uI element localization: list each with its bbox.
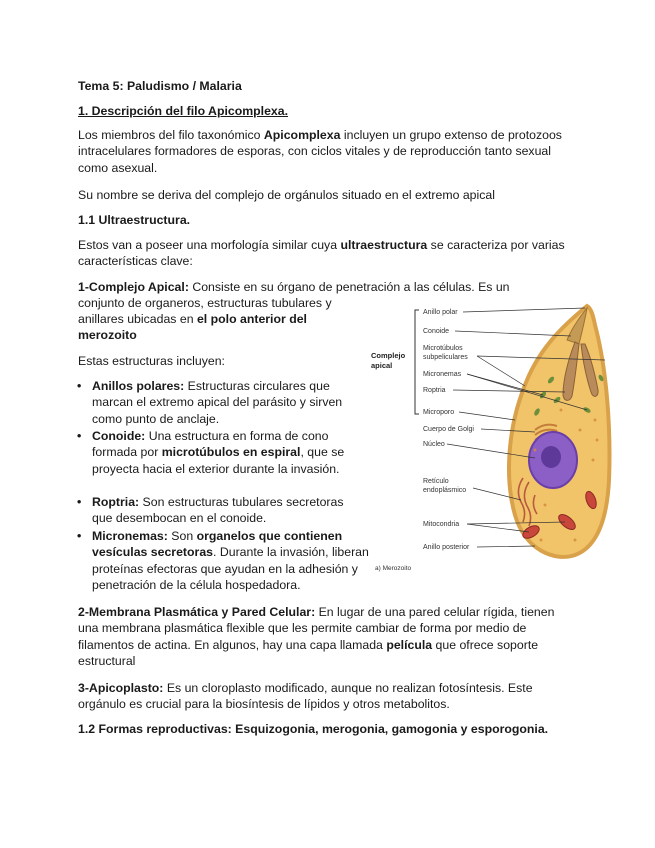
- complejo-apical-bracket: [415, 310, 419, 414]
- label-endoplasmico: endoplásmico: [423, 487, 467, 494]
- document-title: Tema 5: Paludismo / Malaria: [78, 79, 242, 93]
- bullet-dot: •: [77, 429, 82, 443]
- section-1-paragraph-2: Su nombre se deriva del complejo de orgánulos situado en el extremo apical: [78, 188, 495, 202]
- bullet-conoide: • Conoide: Una estructura en forma de cono formada por microtúbulos en espiral, que se proyecta hacia el exterior durante la invasión.: [77, 429, 345, 476]
- section-1-2-heading: 1.2 Formas reproductivas: Esquizogonia, merogonia, gamogonia y esporogonia.: [78, 722, 549, 736]
- label-cuerpo-golgi: Cuerpo de Golgi: [423, 426, 474, 433]
- section-1-1-heading: 1.1 Ultraestructura.: [78, 213, 191, 227]
- label-micronemas: Micronemas: [423, 371, 462, 378]
- label-reticulo: Retículo: [423, 478, 449, 485]
- label-mitocondria: Mitocondria: [423, 521, 460, 528]
- label-subpeliculares: subpeliculares: [423, 354, 468, 361]
- nucleolus: [541, 446, 561, 468]
- bullet-dot: •: [77, 495, 82, 509]
- complejo-apical-line-1: 1-Complejo Apical: Consiste en su órgano de penetración a las células. Es un: [78, 280, 510, 294]
- figure-label-apical: apical: [371, 361, 393, 370]
- bullet-dot: •: [77, 529, 82, 543]
- complejo-apical-line-2: conjunto de organeros, estructuras tubulares y: [78, 296, 332, 310]
- section-1-heading: 1. Descripción del filo Apicomplexa.: [78, 104, 289, 118]
- ultraestructura-paragraph: Estos van a poseer una morfología similar cuya ultraestructura se caracteriza por varias características clave:: [78, 238, 565, 269]
- label-microporo: Microporo: [423, 409, 455, 416]
- label-nucleo: Núcleo: [423, 441, 445, 448]
- figure-labels: [423, 309, 474, 551]
- label-anillo-posterior: Anillo posterior: [423, 544, 470, 551]
- section-1-paragraph-1: Los miembros del filo taxonómico Apicomplexa incluyen un grupo extenso de protozoos intracelulares formadores de esporas, con ciclos vitales y de reproducción tanto sexual como asexual.: [78, 128, 562, 175]
- membrana-paragraph: 2-Membrana Plasmática y Pared Celular: En lugar de una pared celular rígida, tienen una membrana plasmática flexible que les permite cambiar de forma por medio de filamentos de actina. En algunos, hay una capa llamada película que ofrece soporte estructural: [78, 605, 555, 669]
- figure-label-complejo: Complejo: [371, 351, 406, 360]
- bullet-micronemas: • Micronemas: Son organelos que contienen vesículas secretoras. Durante la invasión, liberan proteínas efectoras que ayudan en la adhesión y penetración de la célula hospedadora.: [77, 529, 369, 593]
- merozoite-figure: [365, 300, 615, 580]
- bullet-roptria: • Roptria: Son estructuras tubulares secretoras que desembocan en el conoide.: [77, 495, 344, 526]
- complejo-apical-line-4: merozoito: [78, 328, 137, 342]
- label-conoide: Conoide: [423, 328, 450, 335]
- label-microtubulos: Microtúbulos: [423, 345, 463, 352]
- bullet-anillos-polares: • Anillos polares: Estructuras circulares que marcan el extremo apical del parásito y sirven como punto de anclaje.: [77, 379, 343, 426]
- figure-caption: a) Merozoito: [375, 565, 412, 572]
- estructuras-intro: Estas estructuras incluyen:: [78, 354, 225, 368]
- label-anillo-polar: Anillo polar: [423, 309, 458, 316]
- label-roptria: Roptria: [423, 387, 446, 394]
- complejo-apical-line-3: anillares ubicadas en el polo anterior del: [78, 312, 307, 326]
- bullet-dot: •: [77, 379, 82, 393]
- apicoplasto-paragraph: 3-Apicoplasto: Es un cloroplasto modificado, aunque no realizan fotosíntesis. Este orgánulo es crucial para la biosíntesis de lípidos y otros metabolitos.: [78, 681, 533, 712]
